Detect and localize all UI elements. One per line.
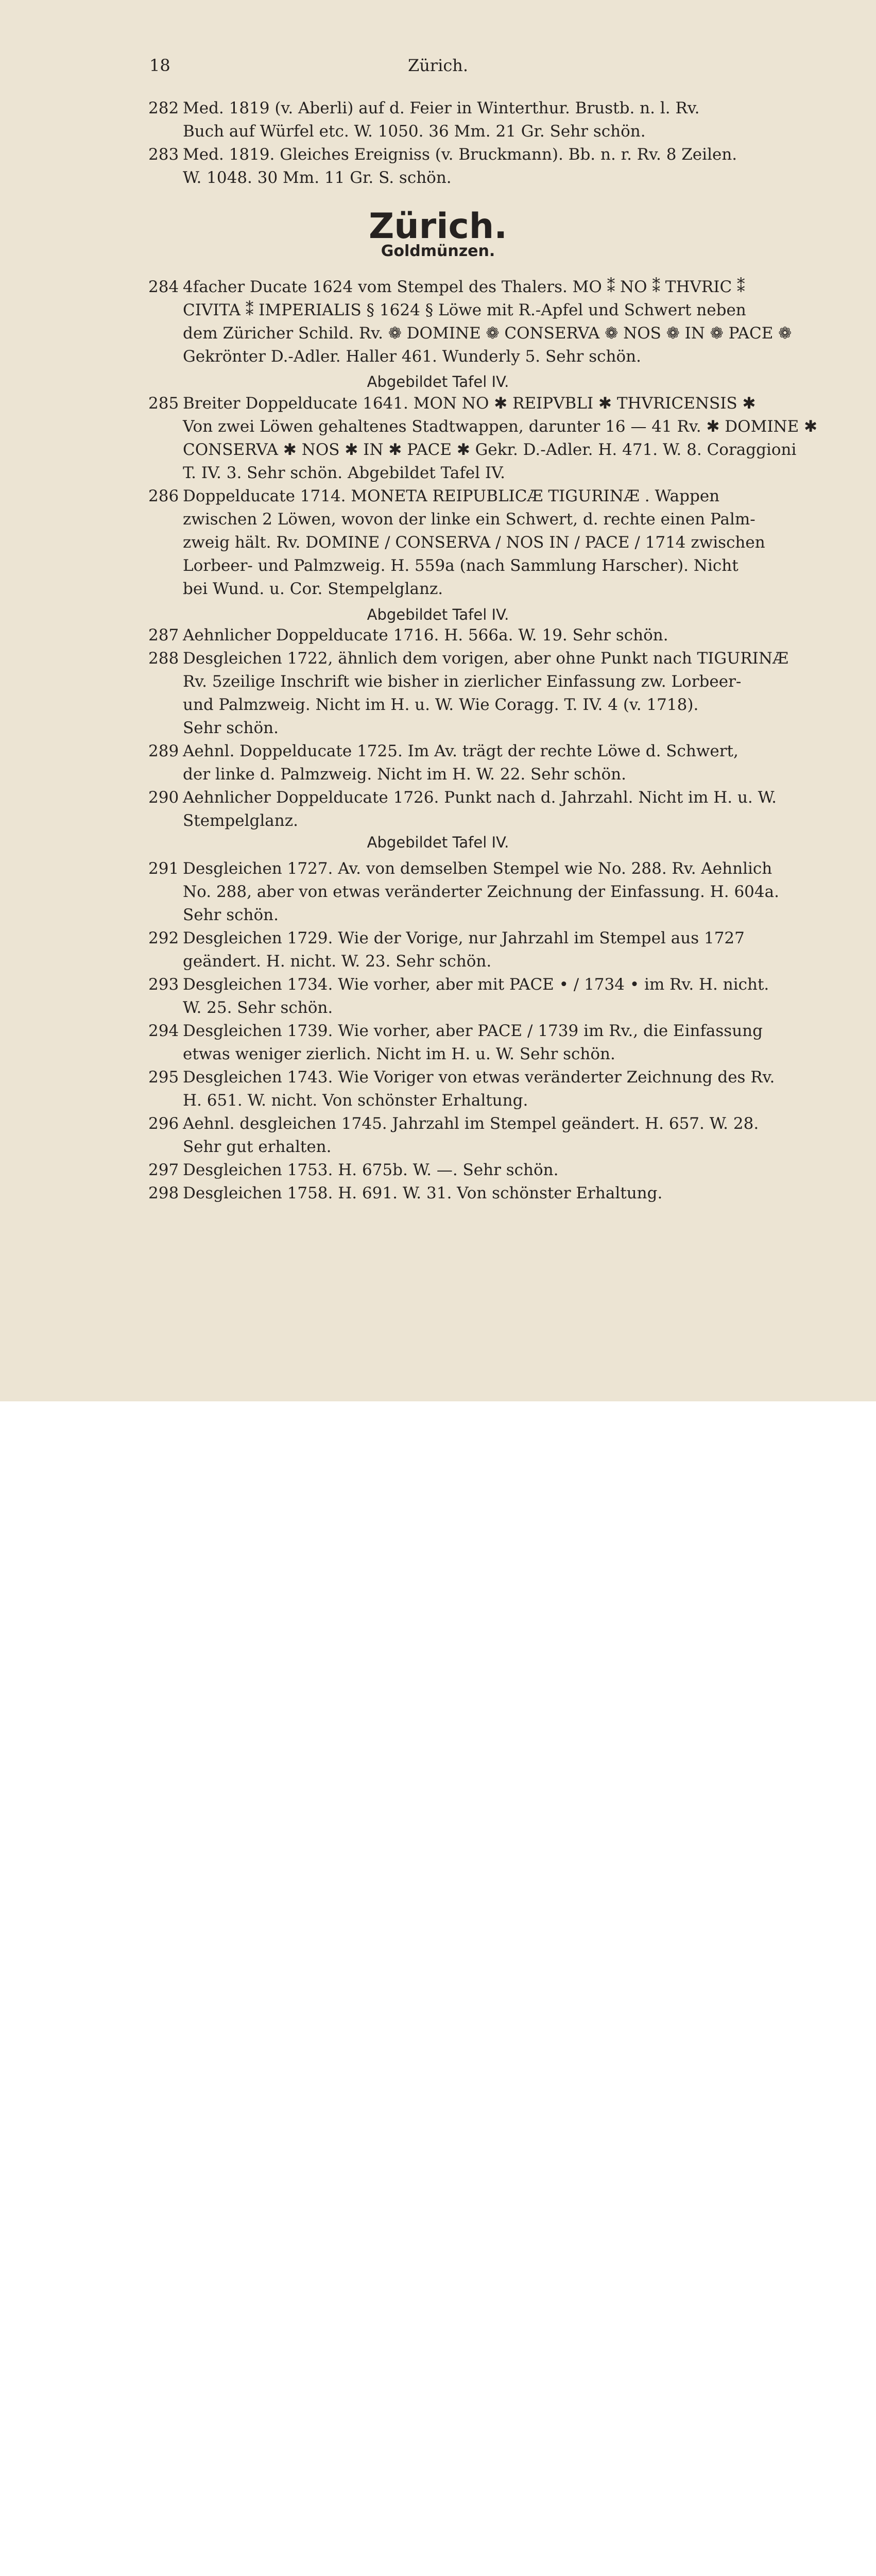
entry-number: 294 <box>148 1022 179 1040</box>
entry-line: und Palmzweig. Nicht im H. u. W. Wie Coragg. T. IV. 4 (v. 1718). <box>183 696 699 714</box>
entry-line: W. 1048. 30 Mm. 11 Gr. S. schön. <box>183 168 452 187</box>
entry-line: 4facher Ducate 1624 vom Stempel des Thalers. MO ⁑ NO ⁑ THVRIC ⁑ <box>183 278 745 296</box>
entry-line: Sehr schön. <box>183 906 279 924</box>
plate-reference: Abgebildet Tafel IV. <box>367 606 509 623</box>
entry-number: 296 <box>148 1114 179 1133</box>
entry-line: Rv. 5zeilige Inschrift wie bisher in zierlicher Einfassung zw. Lorbeer- <box>183 672 742 691</box>
entry-line: Desgleichen 1758. H. 691. W. 31. Von schönster Erhaltung. <box>183 1184 663 1202</box>
entry-line: der linke d. Palmzweig. Nicht im H. W. 22. Sehr schön. <box>183 765 626 784</box>
section-title: Zürich. <box>368 206 508 247</box>
plate-reference: Abgebildet Tafel IV. <box>367 373 509 391</box>
entry-line: zwischen 2 Löwen, wovon der linke ein Schwert, d. rechte einen Palm- <box>183 510 755 529</box>
entry-number: 292 <box>148 929 179 947</box>
entry-number: 295 <box>148 1068 179 1087</box>
entry-line: Med. 1819 (v. Aberli) auf d. Feier in Winterthur. Brustb. n. l. Rv. <box>183 99 700 117</box>
footer-bar <box>0 1401 876 1471</box>
entry-line: Aehnl. desgleichen 1745. Jahrzahl im Stempel geändert. H. 657. W. 28. <box>183 1114 759 1133</box>
entry-line: Desgleichen 1727. Av. von demselben Stempel wie No. 288. Rv. Aehnlich <box>183 859 772 878</box>
entry-number: 291 <box>148 859 179 878</box>
entry-number: 286 <box>148 487 179 505</box>
entry-line: Breiter Doppelducate 1641. MON NO ✱ REIPVBLI ✱ THVRICENSIS ✱ <box>183 394 756 413</box>
entry-line: No. 288, aber von etwas veränderter Zeichnung der Einfassung. H. 604a. <box>183 883 779 901</box>
page-number: 18 <box>149 56 170 75</box>
entry-line: Stempelglanz. <box>183 811 298 830</box>
entry-number: 293 <box>148 975 179 994</box>
entry-line: Gekrönter D.-Adler. Haller 461. Wunderly 5. Sehr schön. <box>183 347 641 366</box>
entry-line: Aehnl. Doppelducate 1725. Im Av. trägt der rechte Löwe d. Schwert, <box>183 742 738 760</box>
entry-line: H. 651. W. nicht. Von schönster Erhaltung. <box>183 1091 528 1110</box>
entry-line: Desgleichen 1729. Wie der Vorige, nur Jahrzahl im Stempel aus 1727 <box>183 929 745 947</box>
entry-line: Doppelducate 1714. MONETA REIPUBLICÆ TIGURINÆ . Wappen <box>183 487 720 505</box>
entry-line: Sehr schön. <box>183 719 279 737</box>
entry-number: 283 <box>148 145 179 164</box>
entry-line: Aehnlicher Doppelducate 1716. H. 566a. W. 19. Sehr schön. <box>183 626 668 645</box>
entry-number: 297 <box>148 1161 179 1179</box>
entry-line: Buch auf Würfel etc. W. 1050. 36 Mm. 21 Gr. Sehr schön. <box>183 122 646 141</box>
entry-number: 290 <box>148 788 179 807</box>
entry-number: 287 <box>148 626 179 645</box>
entry-line: Desgleichen 1743. Wie Voriger von etwas veränderter Zeichnung des Rv. <box>183 1068 775 1087</box>
entry-line: Desgleichen 1734. Wie vorher, aber mit PACE • / 1734 • im Rv. H. nicht. <box>183 975 769 994</box>
entry-line: CONSERVA ✱ NOS ✱ IN ✱ PACE ✱ Gekr. D.-Adler. H. 471. W. 8. Coraggioni <box>183 440 797 459</box>
entry-line: Aehnlicher Doppelducate 1726. Punkt nach d. Jahrzahl. Nicht im H. u. W. <box>183 788 777 807</box>
entry-line: T. IV. 3. Sehr schön. Abgebildet Tafel IV. <box>183 464 505 482</box>
entry-number: 298 <box>148 1184 179 1202</box>
plate-reference: Abgebildet Tafel IV. <box>367 834 509 851</box>
entry-line: Desgleichen 1722, ähnlich dem vorigen, aber ohne Punkt nach TIGURINÆ <box>183 649 789 668</box>
entry-line: zweig hält. Rv. DOMINE / CONSERVA / NOS IN / PACE / 1714 zwischen <box>183 533 765 552</box>
entry-number: 282 <box>148 99 179 117</box>
entry-line: Lorbeer- und Palmzweig. H. 559a (nach Sammlung Harscher). Nicht <box>183 556 738 575</box>
entry-line: Von zwei Löwen gehaltenes Stadtwappen, darunter 16 — 41 Rv. ✱ DOMINE ✱ <box>183 417 818 436</box>
entry-number: 285 <box>148 394 179 413</box>
entry-line: dem Züricher Schild. Rv. ❁ DOMINE ❁ CONSERVA ❁ NOS ❁ IN ❁ PACE ❁ <box>183 324 792 343</box>
entry-number: 284 <box>148 278 179 296</box>
entry-line: bei Wund. u. Cor. Stempelglanz. <box>183 580 443 598</box>
entry-line: geändert. H. nicht. W. 23. Sehr schön. <box>183 952 492 971</box>
running-title: Zürich. <box>407 56 469 75</box>
entry-line: W. 25. Sehr schön. <box>183 998 333 1017</box>
entry-line: Med. 1819. Gleiches Ereigniss (v. Bruckmann). Bb. n. r. Rv. 8 Zeilen. <box>183 145 737 164</box>
entry-line: Sehr gut erhalten. <box>183 1138 332 1156</box>
section-subtitle: Goldmünzen. <box>381 242 495 260</box>
entry-line: Desgleichen 1753. H. 675b. W. —. Sehr schön. <box>183 1161 559 1179</box>
entry-number: 289 <box>148 742 179 760</box>
entry-number: 288 <box>148 649 179 668</box>
entry-line: CIVITA ⁑ IMPERIALIS § 1624 § Löwe mit R.-Apfel und Schwert neben <box>183 301 746 319</box>
entry-line: Desgleichen 1739. Wie vorher, aber PACE / 1739 im Rv., die Einfassung <box>183 1022 763 1040</box>
entry-line: etwas weniger zierlich. Nicht im H. u. W. Sehr schön. <box>183 1045 615 1063</box>
